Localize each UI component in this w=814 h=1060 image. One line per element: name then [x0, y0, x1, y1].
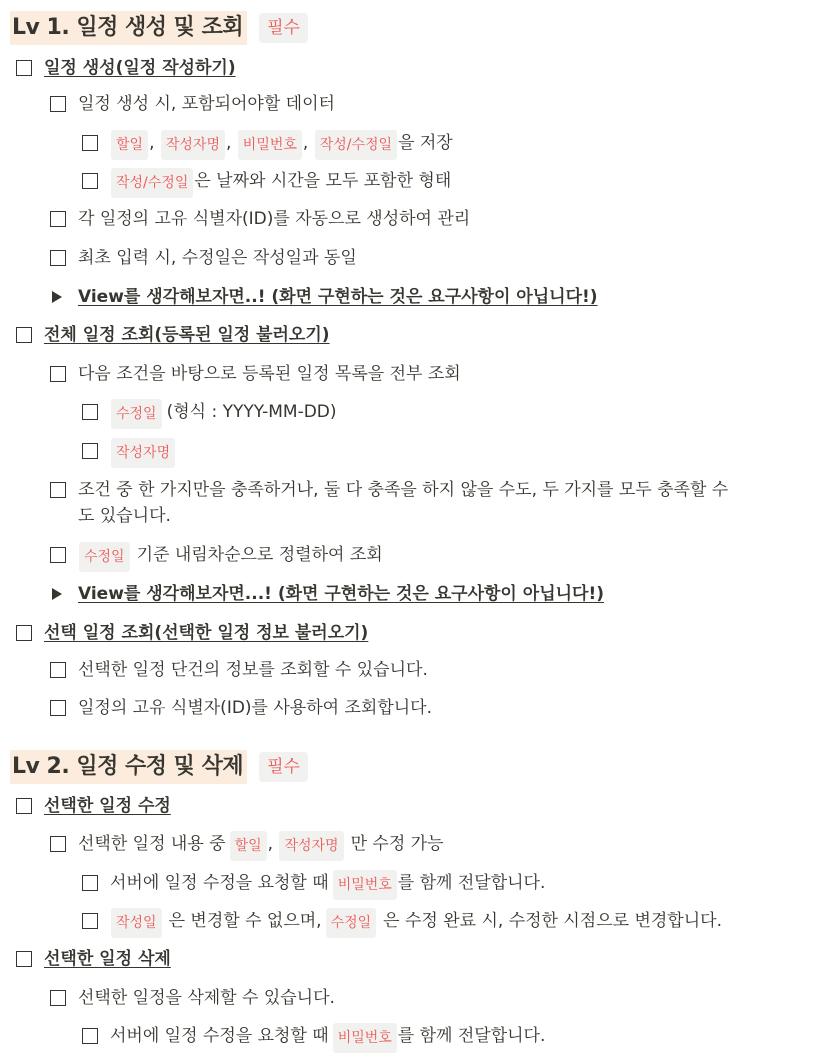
checkbox[interactable]	[50, 96, 66, 112]
created-desc: 은 변경할 수 없으며,	[168, 911, 322, 931]
create-title: 일정 생성(일정 작성하기)	[44, 58, 236, 78]
list-section	[16, 322, 330, 348]
edit-password-item	[82, 870, 545, 900]
delete-pw-code: 비밀번호	[333, 1023, 397, 1053]
create-data-item	[50, 91, 335, 117]
list-cond-item	[50, 361, 461, 387]
checkbox[interactable]	[50, 250, 66, 266]
either-text	[78, 477, 728, 529]
delete-password-item	[82, 1023, 545, 1053]
delete-title: 선택한 일정 삭제	[44, 949, 171, 969]
checkbox[interactable]	[16, 798, 32, 814]
toggle-arrow-icon[interactable]	[52, 588, 62, 600]
delete-item-1	[50, 985, 335, 1011]
cond1-code: 수정일	[111, 399, 162, 429]
checkbox[interactable]	[16, 625, 32, 641]
lv1-title: Lv 1. 일정 생성 및 조회	[10, 11, 247, 45]
list-cond2-item	[82, 438, 176, 468]
checkbox[interactable]	[16, 951, 32, 967]
checkbox[interactable]	[82, 1028, 98, 1044]
checkbox[interactable]	[50, 366, 66, 382]
checkbox[interactable]	[50, 547, 66, 563]
first-input-desc: 최초 입력 시, 수정일은 작성일과 동일	[78, 248, 357, 268]
detail-item-1	[50, 657, 428, 683]
comma: ,	[267, 834, 279, 854]
checkbox[interactable]	[16, 60, 32, 76]
detail-title: 선택 일정 조회(선택한 일정 정보 불러오기)	[44, 623, 369, 643]
create-data-label: 일정 생성 시, 포함되어야할 데이터	[78, 94, 335, 114]
checkbox[interactable]	[16, 327, 32, 343]
edit-pw-code: 비밀번호	[333, 870, 397, 900]
either-line-2: 도 있습니다.	[78, 506, 171, 526]
edit-pw-prefix: 서버에 일정 수정을 요청할 때	[110, 873, 329, 893]
delete-section	[16, 946, 171, 972]
detail-desc-2: 일정의 고유 식별자(ID)를 사용하여 조회합니다.	[78, 698, 432, 718]
either-line-1: 조건 중 한 가지만을 충족하거나, 둘 다 충족을 하지 않을 수도, 두 가지를 모두 충족할 수	[78, 480, 729, 500]
list-sort-item	[50, 542, 383, 572]
sort-desc: 기준 내림차순으로 정렬하여 조회	[136, 545, 383, 565]
list-cond1-item	[82, 399, 337, 429]
edit-date-item	[82, 908, 722, 938]
store-suffix: 을 저장	[398, 133, 453, 153]
checkbox[interactable]	[50, 662, 66, 678]
id-desc: 각 일정의 고유 식별자(ID)를 자동으로 생성하여 관리	[78, 209, 471, 229]
checkbox[interactable]	[82, 443, 98, 459]
checkbox[interactable]	[82, 173, 98, 189]
field-code-password: 비밀번호	[238, 130, 302, 160]
checkbox[interactable]	[50, 700, 66, 716]
delete-desc-1: 선택한 일정을 삭제할 수 있습니다.	[78, 988, 335, 1008]
checkbox[interactable]	[50, 836, 66, 852]
create-view-toggle[interactable]	[52, 284, 598, 310]
cond1-desc: (형식 : YYYY-MM-DD)	[166, 402, 337, 422]
field-code-author: 작성자명	[161, 130, 225, 160]
cond2-code: 작성자명	[111, 438, 175, 468]
detail-item-2	[50, 695, 432, 721]
create-fields-item	[82, 130, 453, 160]
create-section	[16, 55, 236, 81]
comma: ,	[149, 133, 160, 153]
edit-section	[16, 793, 171, 819]
checkbox[interactable]	[50, 211, 66, 227]
create-first-input-item	[50, 245, 357, 271]
create-date-item	[82, 168, 451, 198]
edit-title: 선택한 일정 수정	[44, 796, 171, 816]
edit-fields-item	[50, 831, 444, 861]
lv1-heading	[10, 11, 308, 45]
list-title: 전체 일정 조회(등록된 일정 불러오기)	[44, 325, 330, 345]
cond-desc: 다음 조건을 바탕으로 등록된 일정 목록을 전부 조회	[78, 364, 461, 384]
create-id-item	[50, 206, 470, 232]
lv2-heading	[10, 750, 308, 784]
detail-desc-1: 선택한 일정 단건의 정보를 조회할 수 있습니다.	[78, 660, 428, 680]
checkbox[interactable]	[50, 990, 66, 1006]
modified-code: 수정일	[326, 908, 377, 938]
field-code-date: 작성/수정일	[315, 130, 397, 160]
toggle-arrow-icon[interactable]	[52, 291, 62, 303]
sort-code: 수정일	[79, 542, 130, 572]
lv2-required-badge: 필수	[259, 752, 308, 782]
checkbox[interactable]	[82, 913, 98, 929]
comma: ,	[225, 133, 237, 153]
date-code: 작성/수정일	[111, 168, 193, 198]
edit-prefix: 선택한 일정 내용 중	[78, 834, 226, 854]
created-code: 작성일	[111, 908, 162, 938]
checkbox[interactable]	[82, 404, 98, 420]
edit-pw-suffix: 를 함께 전달합니다.	[397, 873, 546, 893]
list-toggle-label: View를 생각해보자면...! (화면 구현하는 것은 요구사항이 아닙니다!)	[78, 584, 604, 604]
edit-code-todo: 할일	[230, 831, 267, 861]
comma: ,	[302, 133, 314, 153]
list-view-toggle[interactable]	[52, 581, 604, 607]
edit-code-author: 작성자명	[279, 831, 343, 861]
list-either-item	[50, 477, 728, 529]
create-toggle-label: View를 생각해보자면..! (화면 구현하는 것은 요구사항이 아닙니다!)	[78, 287, 598, 307]
date-desc: 은 날짜와 시간을 모두 포함한 형태	[194, 171, 452, 191]
detail-section	[16, 620, 368, 646]
delete-pw-prefix: 서버에 일정 수정을 요청할 때	[110, 1026, 329, 1046]
checkbox[interactable]	[82, 875, 98, 891]
checkbox[interactable]	[82, 135, 98, 151]
modified-desc: 은 수정 완료 시, 수정한 시점으로 변경합니다.	[383, 911, 722, 931]
edit-suffix: 만 수정 가능	[350, 834, 444, 854]
lv2-title: Lv 2. 일정 수정 및 삭제	[10, 750, 247, 784]
lv1-required-badge: 필수	[259, 13, 308, 43]
field-code-todo: 할일	[111, 130, 148, 160]
checkbox[interactable]	[50, 482, 66, 498]
delete-pw-suffix: 를 함께 전달합니다.	[397, 1026, 546, 1046]
